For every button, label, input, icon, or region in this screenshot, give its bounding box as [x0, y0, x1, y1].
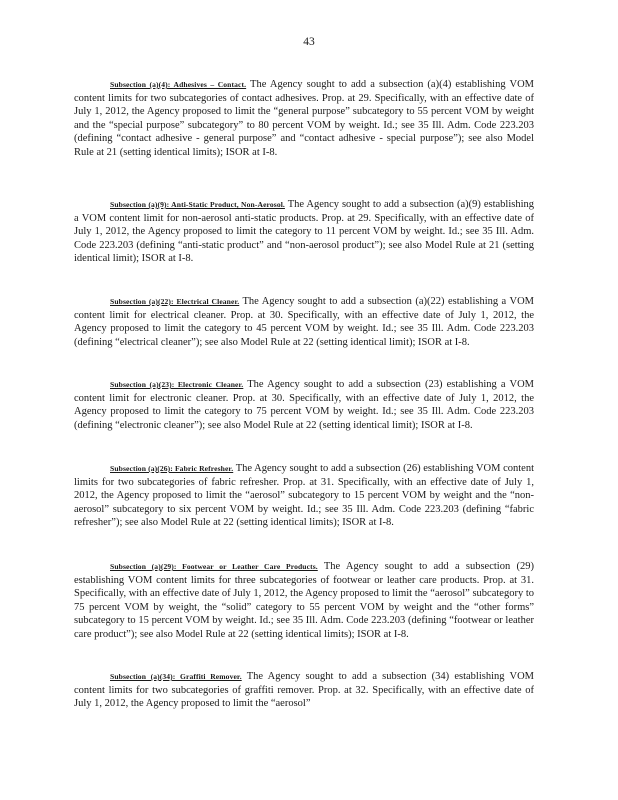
section-heading: Subsection (a)(26): Fabric Refresher. — [110, 464, 234, 473]
paragraph-graffiti-remover — [74, 670, 534, 711]
section-heading: Subsection (a)(9): Anti-Static Product, Non-Aerosol. — [110, 200, 285, 209]
paragraph-text: The Agency sought to add a subsection (34) establishing VOM content limits for two subcategories of graffiti remover. Prop. at 32. Specifically, with an effective date of July 1, 2012, the Agency proposed to limit the “aerosol” — [74, 671, 534, 710]
paragraph-text: The Agency sought to add a subsection (23) establishing a VOM content limit for electronic cleaner. Prop. at 30. Specifically, with an effective date of July 1, 2012, the Agency proposed to limit the category to 75 percent VOM by weight. Id.; see 35 Ill. Adm. Code 223.203 (defining “electronic cleaner”); see also Model Rule at 22 (setting identical limit); ISOR at I-8. — [74, 379, 535, 431]
paragraph-text: The Agency sought to add a subsection (a)(4) establishing VOM content limits for two subcategories of contact adhesives. Prop. at 29. Specifically, with an effective date of July 1, 2012, the Agency proposed to limit the “general purpose” subcategory to 55 percent VOM by weight and the “special purpose” subcategory” to 80 percent VOM by weight. Id.; see 35 Ill. Adm. Code 223.203 (defining “contact adhesive - general purpose” and “contact adhesive - special purpose”); see also Model Rule at 21 (setting identical limits); ISOR at I-8. — [74, 79, 534, 158]
section-heading: Subsection (a)(29): Footwear or Leather Care Products. — [110, 562, 318, 571]
section-heading: Subsection (a)(23): Electronic Cleaner. — [110, 380, 244, 389]
section-heading: Subsection (a)(22): Electrical Cleaner. — [110, 297, 240, 306]
page-number: 43 — [303, 36, 315, 48]
section-heading: Subsection (a)(34): Graffiti Remover. — [110, 672, 242, 681]
paragraph-adhesives-contact — [74, 78, 534, 160]
section-heading: Subsection (a)(4): Adhesives – Contact. — [110, 80, 247, 89]
paragraph-fabric-refresher — [74, 462, 534, 530]
paragraph-text: The Agency sought to add a subsection (a)(9) establishing a VOM content limit for non-aerosol anti-static products. Prop. at 29. Specifically, with an effective date of July 1, 2012, the Agency proposed to limit the category to 11 percent VOM by weight. Id.; see 35 Ill. Adm. Code 223.203 (defining “anti-static product” and “non-aerosol product”); see also Model Rule at 21 (setting identical limit); ISOR at I-8. — [74, 199, 534, 265]
paragraph-electronic-cleaner — [74, 378, 534, 432]
paragraph-text: The Agency sought to add a subsection (a)(22) establishing a VOM content limit for electrical cleaner. Prop. at 30. Specifically, with an effective date of July 1, 2012, the Agency proposed to limit the category to 45 percent VOM by weight. Id.; see 35 Ill. Adm. Code 223.203 (defining “electrical cleaner”); see also Model Rule at 22 (setting identical limit); ISOR at I-8. — [74, 296, 534, 348]
paragraph-footwear-leather — [74, 560, 534, 642]
paragraph-electrical-cleaner — [74, 295, 534, 349]
paragraph-text: The Agency sought to add a subsection (26) establishing VOM content limits for two subcategories of fabric refresher. Prop. at 31. Specifically, with an effective date of July 1, 2012, the Agency proposed to limit the “aerosol” subcategory to 15 percent VOM by weight and the “non-aerosol” subcategory to six percent VOM by weight. Id.; see 35 Ill. Adm. Code 223.203 (defining “fabric refresher”); see also Model Rule at 22 (setting identical limits); ISOR at I-8. — [74, 463, 534, 529]
paragraph-anti-static — [74, 198, 534, 266]
paragraph-text: The Agency sought to add a subsection (29) establishing VOM content limits for three subcategories of footwear or leather care products. Prop. at 31. Specifically, with an effective date of July 1, 2012, the Agency proposed to limit the “aerosol” subcategory to 75 percent VOM by weight, the “solid” category to 55 percent VOM by weight and the “other forms” subcategory to 15 percent VOM by weight. Id.; see 35 Ill. Adm. Code 223.203 (defining “footwear or leather care product”); see also Model Rule at 22 (setting identical limits); ISOR at I-8. — [74, 561, 534, 640]
